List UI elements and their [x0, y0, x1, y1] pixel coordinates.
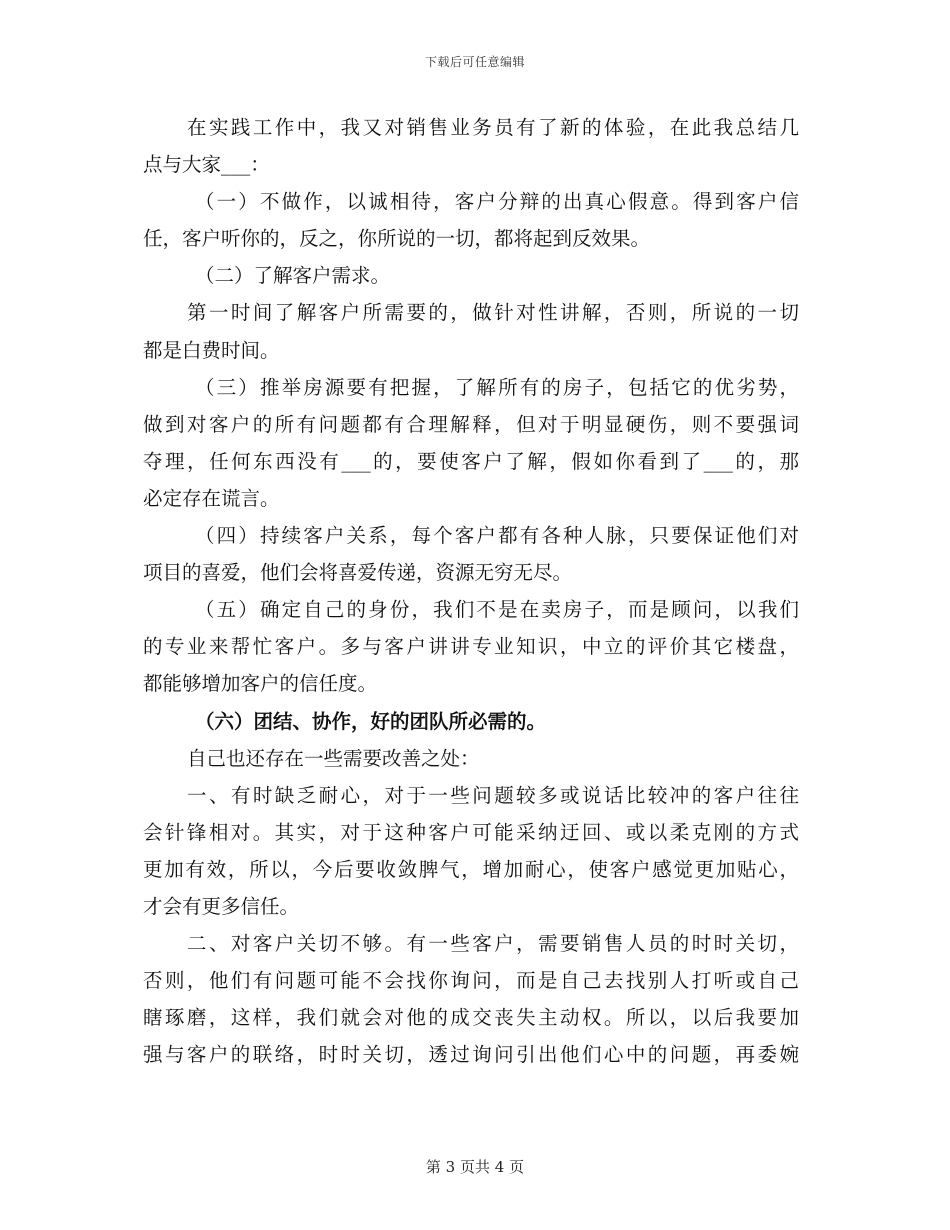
text-line: 在实践工作中，我又对销售业务员有了新的体验，在此我总结几: [187, 116, 799, 139]
page-header: 下载后可任意编辑: [424, 55, 525, 69]
text-line: 都能够增加客户的信任度。: [143, 672, 378, 696]
text-line: （三）推举房源要有把握，了解所有的房子，包括它的优劣势，: [195, 375, 799, 399]
text-line: （二）了解客户需求。: [195, 264, 391, 288]
text-line: 项目的喜爱，他们会将喜爱传递，资源无穷无尽。: [143, 561, 573, 585]
text-line: 才会有更多信任。: [143, 894, 300, 918]
text-line: 点与大家___：: [143, 153, 270, 177]
page-footer: 第 3 页共 4 页: [425, 1158, 525, 1176]
text-line: 强与客户的联络，时时关切，透过询问引出他们心中的问题，再委婉: [143, 1043, 799, 1067]
text-line: 夺理，任何东西没有___的，要使客户了解，假如你看到了___的，那: [143, 449, 799, 473]
text-line: 任，客户听你的，反之，你所说的一切，都将起到反效果。: [143, 227, 651, 251]
text-line: 的专业来帮忙客户。多与客户讲讲专业知识，中立的评价其它楼盘，: [143, 635, 799, 659]
text-line: 二、对客户关切不够。有一些客户，需要销售人员的时时关切，: [187, 932, 799, 956]
text-line: 否则，他们有问题可能不会找你询问，而是自己去找别人打听或自己: [143, 969, 799, 993]
text-line: 瞎琢磨，这样，我们就会对他的成交丧失主动权。所以，以后我要加: [143, 1006, 799, 1030]
text-line: 都是白费时间。: [143, 338, 280, 362]
text-line: 第一时间了解客户所需要的，做针对性讲解，否则，所说的一切: [187, 301, 799, 325]
text-line: 会针锋相对。其实，对于这种客户可能采纳迂回、或以柔克刚的方式: [143, 820, 799, 844]
text-line: （四）持续客户关系，每个客户都有各种人脉，只要保证他们对: [195, 524, 799, 548]
body-text: [143, 109, 799, 1073]
text-line: 一、有时缺乏耐心，对于一些问题较多或说话比较冲的客户往往: [187, 783, 799, 807]
text-line: 更加有效，所以，今后要收敛脾气，增加耐心，使客户感觉更加贴心，: [143, 857, 799, 881]
text-line: 自己也还存在一些需要改善之处：: [187, 746, 480, 770]
text-line: （六）团结、协作，好的团队所必需的。: [195, 709, 547, 733]
text-line: 必定存在谎言。: [143, 486, 280, 510]
text-line: （一）不做作，以诚相待，客户分辩的出真心假意。得到客户信: [195, 190, 799, 214]
text-line: 做到对客户的所有问题都有合理解释，但对于明显硬伤，则不要强词: [143, 412, 799, 436]
text-line: （五）确定自己的身份，我们不是在卖房子，而是顾问，以我们: [195, 598, 799, 622]
